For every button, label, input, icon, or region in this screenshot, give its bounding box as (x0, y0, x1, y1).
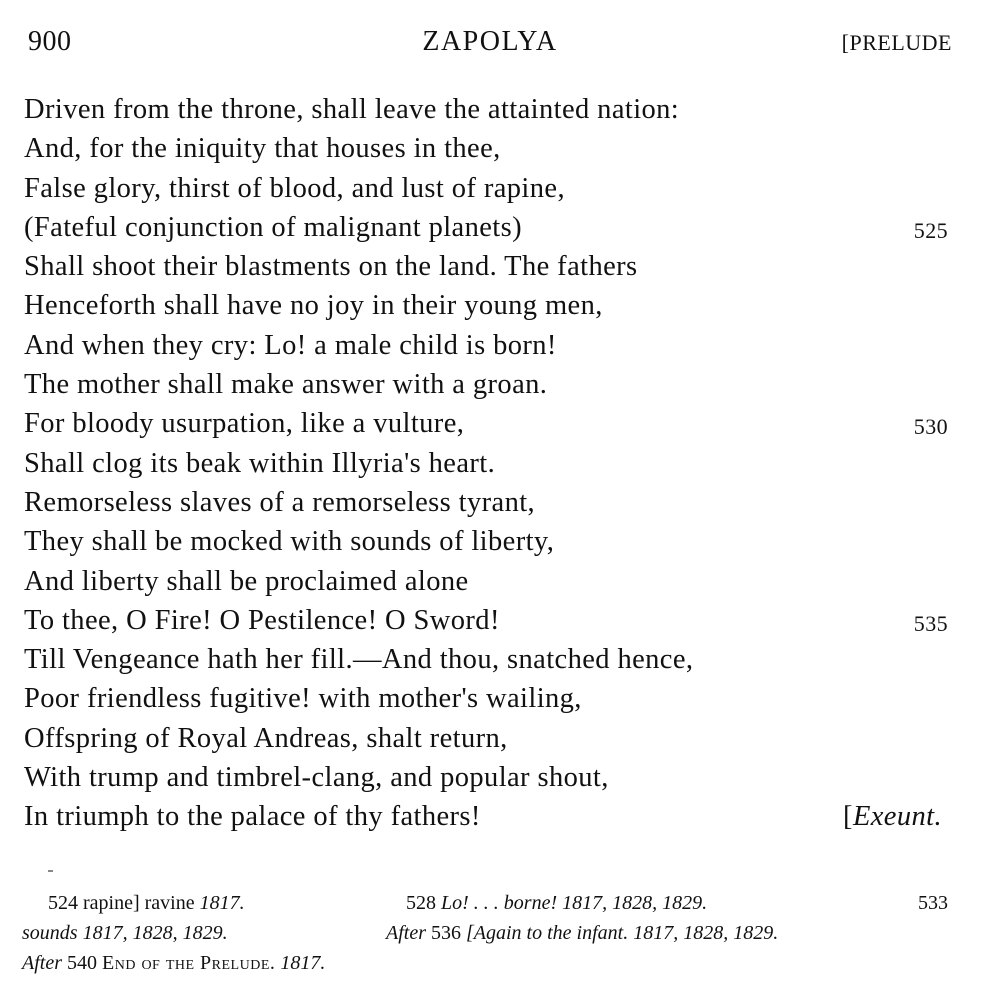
footnote-524 (48, 888, 245, 918)
poem-text (24, 90, 954, 837)
poem-line-text: False glory, thirst of blood, and lust of rapine, (24, 172, 565, 204)
footnote-number: 524 (48, 892, 78, 914)
poem-line (24, 601, 954, 640)
poem-line-text: And liberty shall be proclaimed alone (24, 565, 469, 597)
line-number: 525 (913, 217, 948, 243)
footnote-year: 1817. (280, 952, 326, 974)
line-number: 530 (913, 414, 948, 440)
poem-line-text: Offspring of Royal Andreas, shalt return, (24, 722, 508, 754)
poem-line (24, 129, 954, 168)
section-label: [PRELUDE (841, 30, 952, 55)
poem-line (24, 522, 954, 561)
footnote-533-text: sounds 1817, 1828, 1829. (22, 922, 228, 944)
poem-line (24, 286, 954, 325)
poem-line (24, 679, 954, 718)
poem-line (24, 90, 954, 129)
poem-line (24, 326, 954, 365)
poem-line-text: Henceforth shall have no joy in their young men, (24, 290, 603, 322)
poem-line-text: Till Vengeance hath her fill.—And thou, snatched hence, (24, 644, 694, 676)
stage-direction-text: Exeunt. (852, 801, 942, 833)
footnote-number: 540 (67, 952, 97, 974)
running-title: ZAPOLYA (422, 26, 558, 57)
footnote-528 (406, 888, 707, 918)
page-header (28, 26, 952, 60)
poem-line (24, 365, 954, 404)
stage-direction (843, 797, 942, 836)
stage-direction-bracket: [ (843, 801, 853, 833)
footnotes (22, 888, 948, 978)
poem-line-text: Shall shoot their blastments on the land. The fathers (24, 251, 638, 283)
footnote-label: After (386, 922, 426, 944)
poem-line-text: Remorseless slaves of a remorseless tyrant, (24, 486, 536, 518)
poem-line-text: And, for the iniquity that houses in thee, (24, 133, 501, 165)
poem-line (24, 640, 954, 679)
poem-line-text: Shall clog its beak within Illyria's heart. (24, 447, 496, 479)
footnote-after-540 (22, 948, 325, 978)
poem-line-text: For bloody usurpation, like a vulture, (24, 408, 465, 440)
footnote-533-number: 533 (918, 892, 948, 914)
poem-line (24, 169, 954, 208)
page-number: 900 (28, 26, 72, 57)
poem-line (24, 562, 954, 601)
poem-line (24, 404, 954, 443)
poem-line-text: With trump and timbrel-clang, and popular shout, (24, 762, 609, 794)
poem-line-text: Poor friendless fugitive! with mother's wailing, (24, 683, 582, 715)
poem-line-text: The mother shall make answer with a groan. (24, 369, 548, 401)
footnote-rule (48, 870, 53, 872)
poem-line-text: And when they cry: Lo! a male child is born! (24, 329, 557, 361)
poem-line (24, 483, 954, 522)
poem-line (24, 719, 954, 758)
footnote-text: rapine] ravine (83, 892, 195, 914)
footnote-number: 528 (406, 892, 436, 914)
poem-line (24, 247, 954, 286)
poem-line-text: In triumph to the palace of thy fathers! (24, 801, 481, 833)
poem-line-text: Driven from the throne, shall leave the attainted nation: (24, 94, 680, 125)
footnote-text: Lo! . . . borne! 1817, 1828, 1829. (441, 892, 708, 914)
poem-line-text: To thee, O Fire! O Pestilence! O Sword! (24, 604, 500, 636)
footnote-text: End of the Prelude. (102, 952, 276, 974)
footnote-line (22, 948, 948, 978)
line-number: 535 (913, 610, 948, 636)
poem-line-text: (Fateful conjunction of malignant planets) (24, 211, 523, 243)
poem-line (24, 444, 954, 483)
footnote-label: After (22, 952, 62, 974)
poem-line (24, 758, 954, 797)
footnote-after-536 (386, 918, 778, 948)
footnote-line (22, 918, 948, 948)
footnote-years: 1817. (199, 892, 245, 914)
poem-line (24, 797, 954, 836)
footnote-text: [Again to the infant. 1817, 1828, 1829. (466, 922, 779, 944)
footnote-number: 536 (431, 922, 461, 944)
poem-line (24, 208, 954, 247)
footnote-line (22, 888, 948, 918)
poem-line-text: They shall be mocked with sounds of liberty, (24, 526, 555, 558)
